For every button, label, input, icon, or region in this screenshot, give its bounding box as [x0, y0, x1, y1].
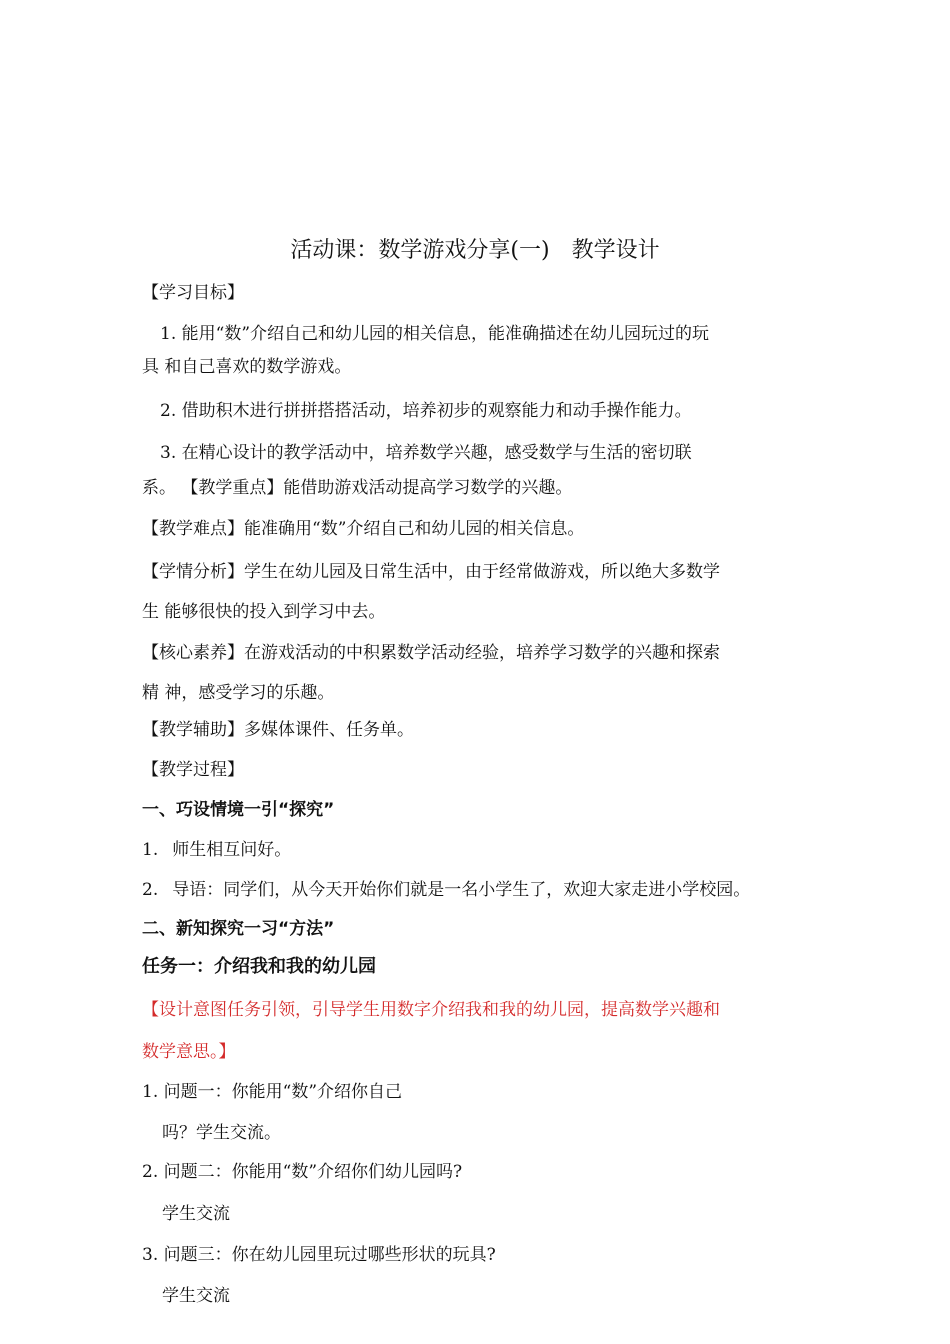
teaching-process-heading: 【教学过程】: [142, 760, 244, 780]
learning-analysis-line-1: 【学情分析】学生在幼儿园及日常生活中，由于经常做游戏，所以绝大多数学: [142, 562, 720, 582]
goal-1-line-2: 具 和自己喜欢的数学游戏。: [142, 357, 352, 377]
document-title: 活动课：数学游戏分享(一) 教学设计: [290, 238, 660, 263]
section-2-heading: 二、新知探究一习“方法”: [142, 919, 335, 939]
section-1-heading: 一、巧设情境一引“探究”: [142, 800, 335, 820]
question-3-answer: 学生交流: [162, 1286, 230, 1306]
item-text: 导语：同学们，从今天开始你们就是一名小学生了，欢迎大家走进小学校园。: [172, 880, 751, 900]
question-3: 3. 问题三：你在幼儿园里玩过哪些形状的玩具?: [142, 1245, 496, 1265]
teaching-difficulty: 【教学难点】能准确用“数”介绍自己和幼儿园的相关信息。: [142, 519, 585, 539]
item-number: 1.: [142, 840, 159, 860]
task-1-heading: 任务一：介绍我和我的幼儿园: [142, 956, 376, 977]
question-1-line-2: 吗？学生交流。: [162, 1123, 281, 1143]
goal-3-line-1: 3. 在精心设计的教学活动中，培养数学兴趣，感受数学与生活的密切联: [160, 443, 692, 463]
core-literacy-line-2: 精 神，感受学习的乐趣。: [142, 683, 335, 703]
goals-heading: 【学习目标】: [142, 283, 244, 303]
goal-1-line-1: 1. 能用“数”介绍自己和幼儿园的相关信息，能准确描述在幼儿园玩过的玩: [160, 324, 710, 344]
section-1-item-1: [142, 838, 291, 862]
learning-analysis-line-2: 生 能够很快的投入到学习中去。: [142, 602, 386, 622]
question-2-answer: 学生交流: [162, 1204, 230, 1224]
section-1-item-2: [142, 878, 750, 902]
teaching-aids: 【教学辅助】多媒体课件、任务单。: [142, 720, 414, 740]
design-intent-line-2: 数学意思。】: [142, 1042, 236, 1062]
design-intent-line-1: 【设计意图任务引领，引导学生用数字介绍我和我的幼儿园，提高数学兴趣和: [142, 1000, 720, 1020]
item-number: 2.: [142, 880, 159, 900]
goal-3-line-2: 系。 【教学重点】能借助游戏活动提高学习数学的兴趣。: [142, 478, 573, 498]
item-text: 师生相互问好。: [172, 840, 292, 860]
goal-2: 2. 借助积木进行拼拼搭搭活动，培养初步的观察能力和动手操作能力。: [160, 401, 692, 421]
question-1-line-1: 1. 问题一：你能用“数”介绍你自己: [142, 1082, 403, 1102]
core-literacy-line-1: 【核心素养】在游戏活动的中积累数学活动经验，培养学习数学的兴趣和探索: [142, 643, 720, 663]
question-2: 2. 问题二：你能用“数”介绍你们幼儿园吗?: [142, 1162, 463, 1182]
